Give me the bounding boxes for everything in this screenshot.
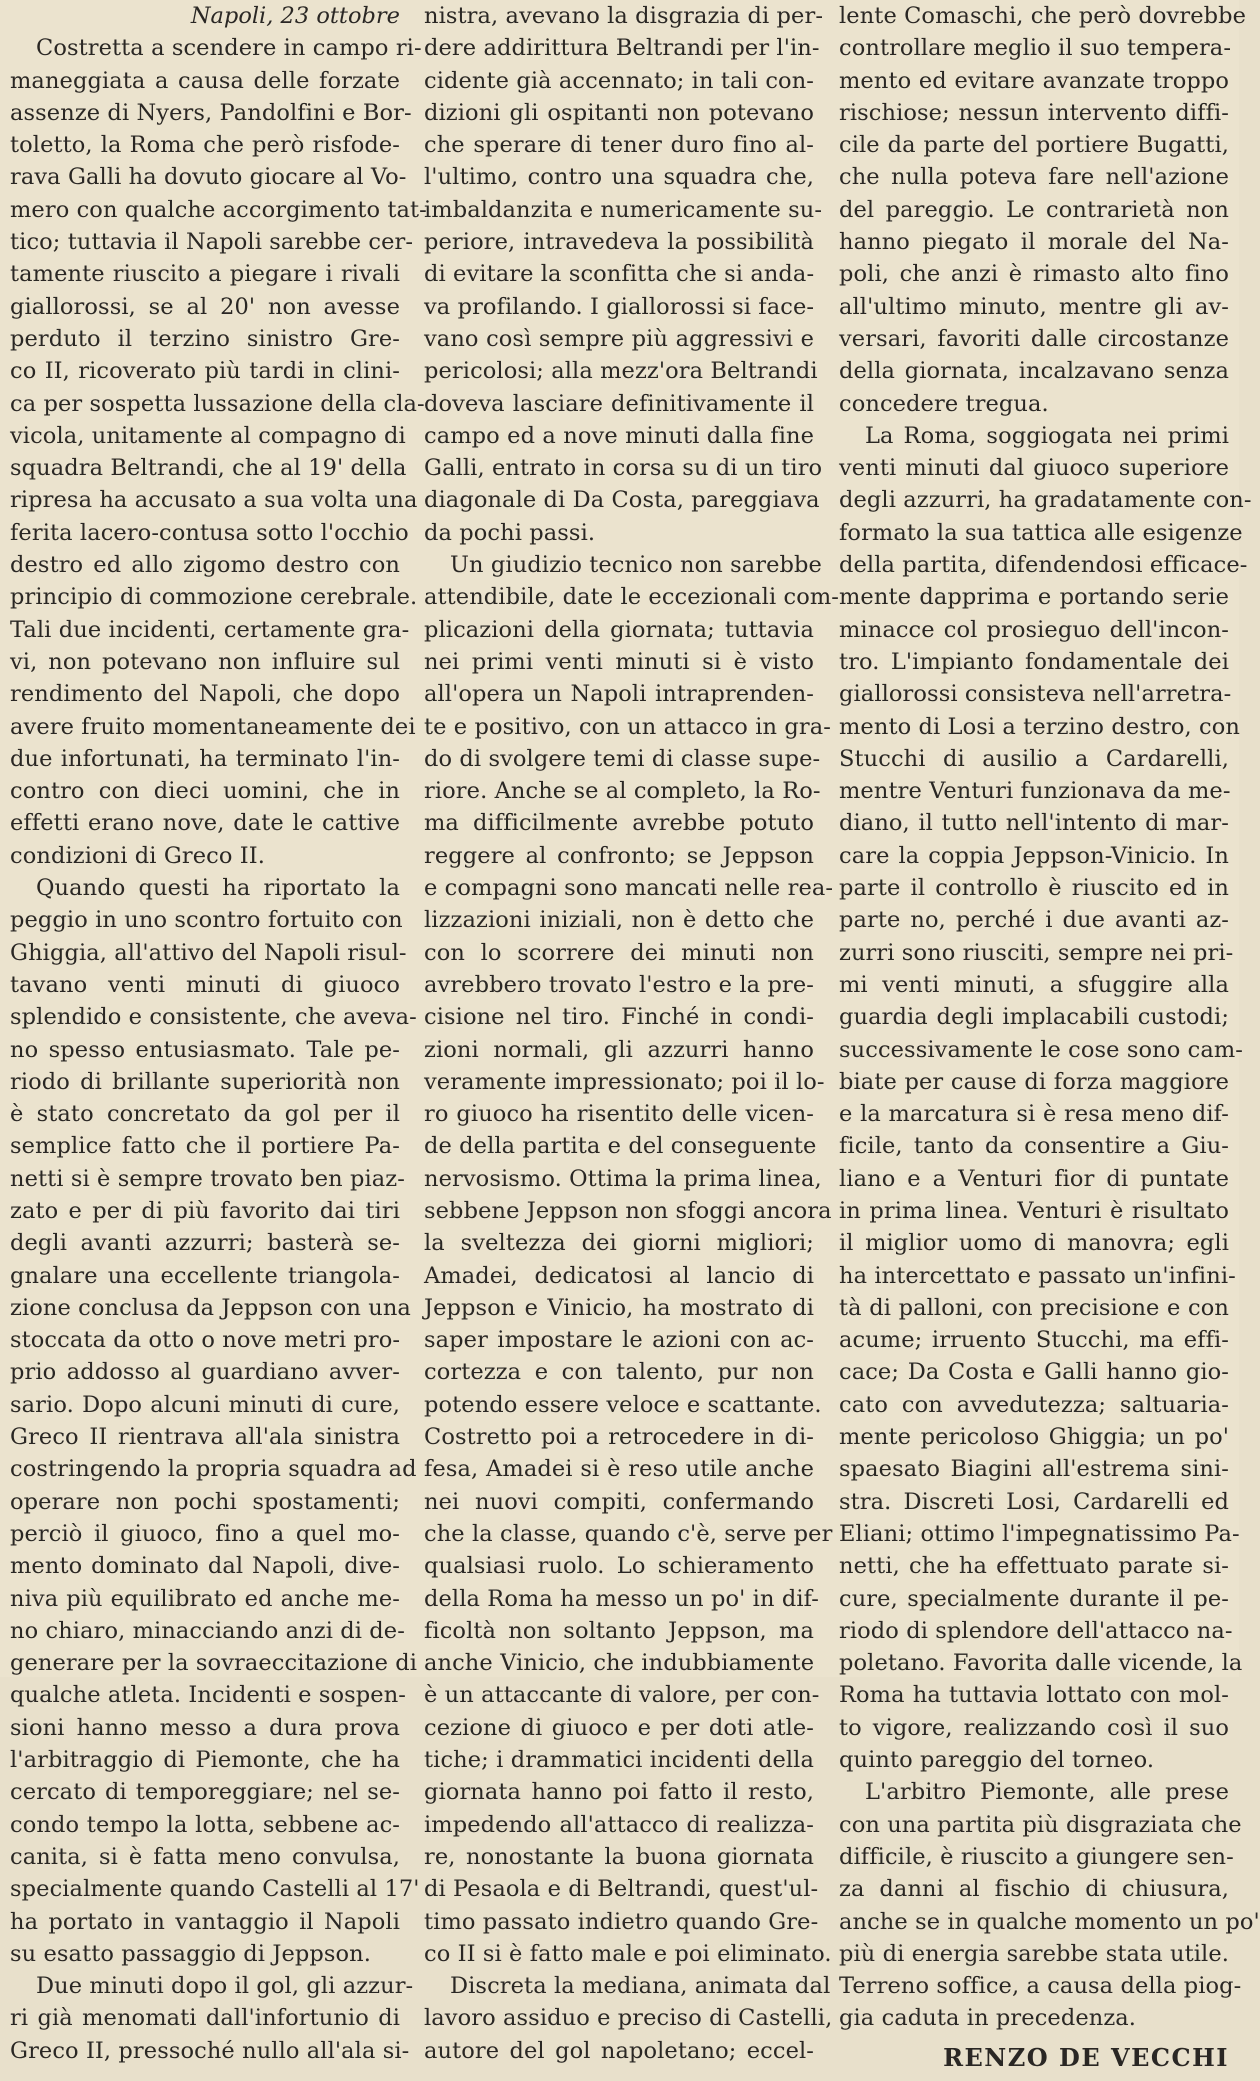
article-line: nistra, avevano la disgrazia di per-	[424, 3, 824, 29]
article-line: e compagni sono mancati nelle rea-	[424, 875, 834, 902]
dateline: Napoli, 23 ottobre	[190, 3, 400, 29]
article-line: specialmente quando Castelli al 17'	[10, 1876, 420, 1903]
article-line: ri già menomati dall'infortunio di	[10, 2005, 400, 2032]
article-line: lente Comaschi, che però dovrebbe	[839, 3, 1247, 29]
article-line: splendido e consistente, che aveva-	[10, 1004, 417, 1031]
article-line: mento ed evitare avanzate troppo	[839, 67, 1229, 94]
article-line: toletto, la Roma che però risfode-	[10, 132, 400, 159]
article-line: tiche; i drammatici incidenti della	[424, 1747, 814, 1774]
article-line: assenze di Nyers, Pandolfini e Bor-	[10, 99, 412, 126]
article-line: maneggiata a causa delle forzate	[10, 67, 400, 94]
article-line: nei primi venti minuti si è visto	[424, 648, 814, 675]
article-line: della giornata, incalzavano senza	[839, 358, 1229, 385]
article-line: all'ultimo minuto, mentre gli av-	[839, 293, 1229, 320]
article-line: Due minuti dopo il gol, gli azzur-	[36, 1973, 414, 2000]
article-line: riore. Anche se al completo, la Ro-	[424, 778, 821, 805]
article-line: acume; irruento Stucchi, ma effi-	[839, 1327, 1229, 1354]
article-line: timo passato indietro quando Gre-	[424, 1908, 819, 1935]
article-line: autore del gol napoletano; eccel-	[424, 2037, 814, 2064]
article-line: perciò il giuoco, fino a quel mo-	[10, 1520, 400, 1547]
article-line: nervosismo. Ottima la prima linea,	[424, 1165, 822, 1192]
article-line: dizioni gli ospitanti non potevano	[424, 99, 814, 126]
article-line: mente dapprima e portando serie	[839, 584, 1229, 611]
article-line: zato e per di più favorito dai tiri	[10, 1197, 400, 1224]
article-line: mi venti minuti, a sfuggire alla	[839, 971, 1229, 998]
article-line: netti, che ha effettuato parate si-	[839, 1553, 1229, 1580]
article-line: imbaldanzita e numericamente su-	[424, 196, 823, 223]
article-line: spaesato Biagini all'estrema sini-	[839, 1456, 1229, 1483]
article-line: peggio in uno scontro fortuito con	[10, 907, 403, 934]
article-line: operare non pochi spostamenti;	[10, 1488, 400, 1515]
article-line: è stato concretato da gol per il	[10, 1101, 400, 1128]
article-line: prio addosso al guardiano avver-	[10, 1359, 400, 1386]
article-line: di Pesaola e di Beltrandi, quest'ul-	[424, 1876, 819, 1903]
article-line: ferita lacero-contusa sotto l'occhio	[10, 519, 409, 546]
article-line: ha intercettato e passato un'infini-	[839, 1262, 1236, 1289]
article-line: due infortunati, ha terminato l'in-	[10, 745, 400, 772]
article-line: tà di palloni, con precisione e con	[839, 1294, 1229, 1321]
article-line: Costretta a scendere in campo ri-	[36, 35, 422, 62]
article-line: che la classe, quando c'è, serve per	[424, 1520, 833, 1547]
article-line: de della partita e del conseguente	[424, 1133, 817, 1160]
article-line: guardia degli implacabili custodi;	[839, 1004, 1229, 1031]
article-line: zione conclusa da Jeppson con una	[10, 1294, 411, 1321]
article-line: fesa, Amadei si è reso utile anche	[424, 1456, 814, 1483]
article-line: diano, il tutto nell'intento di mar-	[839, 810, 1229, 837]
article-line: periore, intravedeva la possibilità	[424, 229, 814, 256]
article-line: liano e a Venturi fior di puntate	[839, 1165, 1229, 1192]
article-line: all'opera un Napoli intraprenden-	[424, 681, 814, 708]
article-line: nei nuovi compiti, confermando	[424, 1488, 814, 1515]
article-line: zioni normali, gli azzurri hanno	[424, 1036, 814, 1063]
article-line: più di energia sarebbe stata utile.	[839, 1940, 1229, 1967]
article-line: vano così sempre più aggressivi e	[424, 325, 814, 352]
article-line: cisione nel tiro. Finché in condi-	[424, 1004, 814, 1031]
article-line: cidente già accennato; in tali con-	[424, 67, 814, 94]
article-line: cile da parte del portiere Bugatti,	[839, 132, 1229, 159]
article-line: su esatto passaggio di Jeppson.	[10, 1940, 372, 1967]
author-byline: RENZO DE VECCHI	[943, 2042, 1229, 2072]
article-line: del pareggio. Le contrarietà non	[839, 196, 1229, 223]
article-line: costringendo la propria squadra ad	[10, 1456, 417, 1483]
article-line: parte no, perché i due avanti az-	[839, 907, 1229, 934]
article-line: controllare meglio il suo tempera-	[839, 35, 1232, 62]
article-line: generare per la sovraeccitazione di	[10, 1650, 418, 1677]
article-line: principio di commozione cerebrale.	[10, 584, 418, 611]
article-line: rava Galli ha dovuto giocare al Vo-	[10, 164, 407, 191]
article-line: è un attaccante di valore, per con-	[424, 1682, 820, 1709]
article-line: della partita, difendendosi efficace-	[839, 552, 1248, 579]
article-line: niva più equilibrato ed anche me-	[10, 1585, 400, 1612]
article-line: Stucchi di ausilio a Cardarelli,	[839, 745, 1229, 772]
article-line: stoccata da otto o nove metri pro-	[10, 1327, 401, 1354]
article-line: canita, si è fatta meno convulsa,	[10, 1843, 400, 1870]
article-line: degli azzurri, ha gradatamente con-	[839, 487, 1252, 514]
article-line: anche Vinicio, che indubbiamente	[424, 1650, 815, 1677]
article-line: netti si è sempre trovato ben piaz-	[10, 1165, 405, 1192]
article-line: venti minuti dal giuoco superiore	[839, 455, 1229, 482]
article-line: saper impostare le azioni con ac-	[424, 1327, 814, 1354]
article-line: semplice fatto che il portiere Pa-	[10, 1133, 400, 1160]
article-line: avere fruito momentaneamente dei	[10, 713, 416, 740]
article-line: giallorossi consisteva nell'arretra-	[839, 681, 1232, 708]
article-line: Costretto poi a retrocedere in di-	[424, 1424, 814, 1451]
article-line: la sveltezza dei giorni migliori;	[424, 1230, 814, 1257]
article-line: mero con qualche accorgimento tat-	[10, 196, 427, 223]
article-line: da pochi passi.	[424, 519, 596, 546]
article-line: minacce col prosieguo dell'incon-	[839, 616, 1229, 643]
article-line: hanno piegato il morale del Na-	[839, 229, 1229, 256]
article-line: rendimento del Napoli, che dopo	[10, 681, 400, 708]
article-line: sario. Dopo alcuni minuti di cure,	[10, 1391, 400, 1418]
article-line: poletano. Favorita dalle vicende, la	[839, 1650, 1243, 1677]
article-line: effetti erano nove, date le cattive	[10, 810, 400, 837]
article-line: plicazioni della giornata; tuttavia	[424, 616, 814, 643]
article-line: con una partita più disgraziata che	[839, 1811, 1242, 1838]
article-column-2	[424, 0, 839, 2067]
article-line: La Roma, soggiogata nei primi	[865, 422, 1229, 449]
article-line: qualche atleta. Incidenti e sospen-	[10, 1682, 406, 1709]
article-line: cezione di giuoco e per doti atle-	[424, 1714, 814, 1741]
article-line: versari, favoriti dalle circostanze	[839, 325, 1229, 352]
article-line: attendibile, date le eccezionali com-	[424, 584, 839, 611]
article-line: giallorossi, se al 20' non avesse	[10, 293, 400, 320]
article-line: mente pericoloso Ghiggia; un po'	[839, 1424, 1229, 1451]
article-line: in prima linea. Venturi è risultato	[839, 1197, 1229, 1224]
article-line: cortezza e con talento, pur non	[424, 1359, 814, 1386]
article-line: tavano venti minuti di giuoco	[10, 971, 400, 998]
article-line: che sperare di tener duro fino al-	[424, 132, 814, 159]
article-line: Eliani; ottimo l'impegnatissimo Pa-	[839, 1520, 1240, 1547]
article-line: squadra Beltrandi, che al 19' della	[10, 455, 407, 482]
article-line: anche se in qualche momento un po'	[839, 1908, 1260, 1935]
article-line: care la coppia Jeppson-Vinicio. In	[839, 842, 1229, 869]
article-line: Greco II, pressoché nullo all'ala si-	[10, 2037, 410, 2064]
article-line: degli avanti azzurri; basterà se-	[10, 1230, 400, 1257]
article-line: parte il controllo è riuscito ed in	[839, 875, 1229, 902]
article-line: destro ed allo zigomo destro con	[10, 552, 400, 579]
article-line: riodo di brillante superiorità non	[10, 1068, 400, 1095]
article-line: poli, che anzi è rimasto alto fino	[839, 261, 1229, 288]
article-line: pericolosi; alla mezz'ora Beltrandi	[424, 358, 818, 385]
article-line: e la marcatura si è resa meno dif-	[839, 1101, 1229, 1128]
article-line: do di svolgere temi di classe supe-	[424, 745, 821, 772]
article-line: cace; Da Costa e Galli hanno gio-	[839, 1359, 1229, 1386]
article-line: l'arbitraggio di Piemonte, che ha	[10, 1747, 400, 1774]
article-line: gnalare una eccellente triangola-	[10, 1262, 400, 1289]
article-line: re, nonostante la buona giornata	[424, 1843, 814, 1870]
article-line: stra. Discreti Losi, Cardarelli ed	[839, 1488, 1229, 1515]
article-line: dere addirittura Beltrandi per l'in-	[424, 35, 820, 62]
article-line: L'arbitro Piemonte, alle prese	[865, 1779, 1229, 1806]
article-line: l'ultimo, contro una squadra che,	[424, 164, 814, 191]
article-line: di evitare la sconfitta che si anda-	[424, 261, 815, 288]
article-line: qualsiasi ruolo. Lo schieramento	[424, 1553, 814, 1580]
article-line: no chiaro, minacciando anzi di de-	[10, 1617, 405, 1644]
article-line: tico; tuttavia il Napoli sarebbe cer-	[10, 229, 414, 256]
article-line: te e positivo, con un attacco in gra-	[424, 713, 831, 740]
article-line: co II si è fatto male e poi eliminato.	[424, 1940, 832, 1967]
article-line: lizzazioni iniziali, non è detto che	[424, 907, 814, 934]
article-line: ha portato in vantaggio il Napoli	[10, 1908, 400, 1935]
article-line: to vigore, realizzando così il suo	[839, 1714, 1229, 1741]
article-line: ro giuoco ha risentito delle vicen-	[424, 1101, 814, 1128]
article-line: che nulla poteva fare nell'azione	[839, 164, 1229, 191]
article-line: difficile, è riuscito a giungere sen-	[839, 1843, 1234, 1870]
article-line: Amadei, dedicatosi al lancio di	[424, 1262, 814, 1289]
article-line: Galli, entrato in corsa su di un tiro	[424, 455, 823, 482]
article-line: della Roma ha messo un po' in dif-	[424, 1585, 819, 1612]
article-line: Quando questi ha riportato la	[36, 875, 400, 902]
article-line: vicola, unitamente al compagno di	[10, 422, 406, 449]
article-line: concedere tregua.	[839, 390, 1049, 417]
article-line: tro. L'impianto fondamentale dei	[839, 648, 1229, 675]
article-line: perduto il terzino sinistro Gre-	[10, 325, 400, 352]
article-line: sioni hanno messo a dura prova	[10, 1714, 400, 1741]
article-line: contro con dieci uomini, che in	[10, 778, 400, 805]
article-line: impedendo all'attacco di realizza-	[424, 1811, 814, 1838]
article-line: Roma ha tuttavia lottato con mol-	[839, 1682, 1229, 1709]
article-line: co II, ricoverato più tardi in clini-	[10, 358, 400, 385]
article-line: va profilando. I giallorossi si face-	[424, 293, 815, 320]
article-line: Un giudizio tecnico non sarebbe	[450, 552, 822, 579]
article-line: potendo essere veloce e scattante.	[424, 1391, 822, 1418]
article-line: riodo di splendore dell'attacco na-	[839, 1617, 1233, 1644]
article-line: zurri sono riusciti, sempre nei pri-	[839, 939, 1234, 966]
article-line: Greco II rientrava all'ala sinistra	[10, 1424, 400, 1451]
article-line: mento dominato dal Napoli, dive-	[10, 1553, 400, 1580]
article-line: campo ed a nove minuti dalla fine	[424, 422, 814, 449]
article-line: biate per cause di forza maggiore	[839, 1068, 1229, 1095]
article-line: ripresa ha accusato a sua volta una	[10, 487, 418, 514]
article-line: formato la sua tattica alle esigenze	[839, 519, 1243, 546]
article-line: za danni al fischio di chiusura,	[839, 1876, 1229, 1903]
article-column-1	[10, 0, 427, 2067]
article-line: vi, non potevano non influire sul	[10, 648, 400, 675]
article-line: mentre Venturi funzionava da me-	[839, 778, 1231, 805]
article-line: Terreno soffice, a causa della piog-	[839, 1973, 1242, 2000]
article-line: ca per sospetta lussazione della cla-	[10, 390, 425, 417]
article-line: ma difficilmente avrebbe potuto	[424, 810, 814, 837]
article-line: diagonale di Da Costa, pareggiava	[424, 487, 820, 514]
article-line: giornata hanno poi fatto il resto,	[424, 1779, 814, 1806]
article-line: il miglior uomo di manovra; egli	[839, 1230, 1229, 1257]
article-line: mento di Losi a terzino destro, con	[839, 713, 1240, 740]
article-line: cato con avvedutezza; saltuaria-	[839, 1391, 1229, 1418]
article-line: tamente riuscito a piegare i rivali	[10, 261, 400, 288]
article-line: doveva lasciare definitivamente il	[424, 390, 814, 417]
article-line: Jeppson e Vinicio, ha mostrato di	[424, 1294, 814, 1321]
article-line: condo tempo la lotta, sebbene ac-	[10, 1811, 400, 1838]
article-line: Discreta la mediana, animata dal	[450, 1973, 831, 2000]
article-line: ficile, tanto da consentire a Giu-	[839, 1133, 1229, 1160]
article-line: veramente impressionato; poi il lo-	[424, 1068, 825, 1095]
article-line: Ghiggia, all'attivo del Napoli risul-	[10, 939, 407, 966]
article-line: avrebbero trovato l'estro e la pre-	[424, 971, 814, 998]
article-line: quinto pareggio del torneo.	[839, 1747, 1155, 1774]
article-line: rischiose; nessun intervento diffi-	[839, 99, 1229, 126]
article-column-3	[839, 0, 1260, 2075]
article-line: gia caduta in precedenza.	[839, 2005, 1137, 2032]
article-line: ficoltà non soltanto Jeppson, ma	[424, 1617, 814, 1644]
article-line: con lo scorrere dei minuti non	[424, 939, 814, 966]
article-line: no spesso entusiasmato. Tale pe-	[10, 1036, 400, 1063]
article-line: successivamente le cose sono cam-	[839, 1036, 1243, 1063]
article-line: sebbene Jeppson non sfoggi ancora	[424, 1197, 832, 1224]
article-line: Tali due incidenti, certamente gra-	[10, 616, 410, 643]
article-line: lavoro assiduo e preciso di Castelli,	[424, 2005, 833, 2032]
article-line: cure, specialmente durante il pe-	[839, 1585, 1229, 1612]
article-line: reggere al confronto; se Jeppson	[424, 842, 814, 869]
article-line: cercato di temporeggiare; nel se-	[10, 1779, 400, 1806]
article-line: condizioni di Greco II.	[10, 842, 265, 869]
